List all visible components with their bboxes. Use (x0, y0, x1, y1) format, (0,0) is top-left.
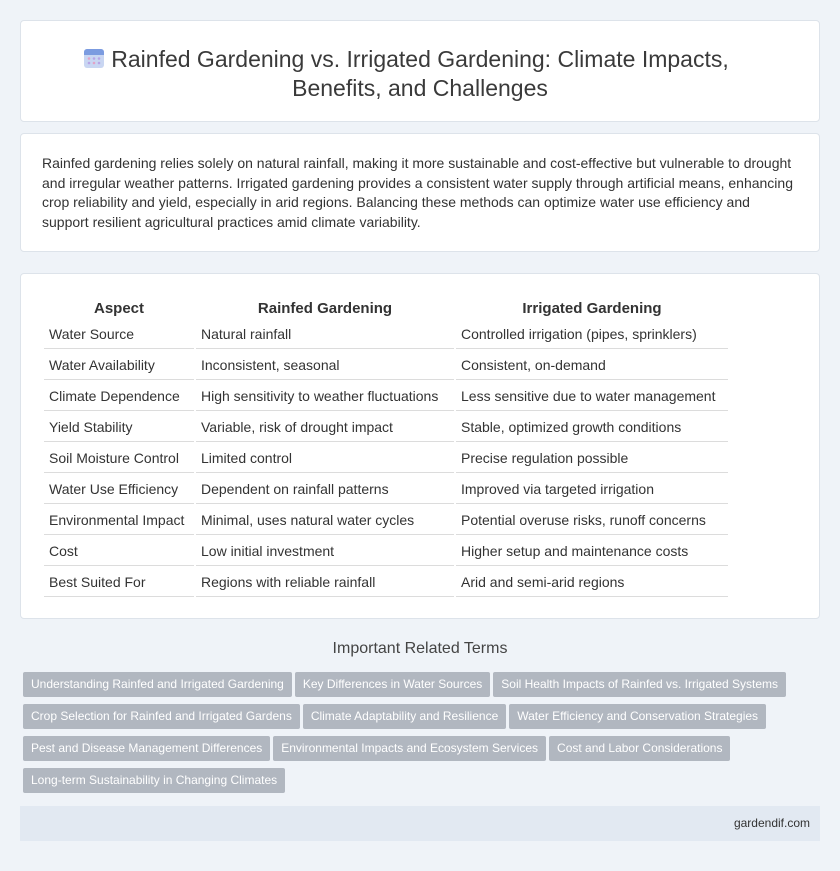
cell-rainfed: Low initial investment (196, 537, 454, 566)
cell-aspect: Soil Moisture Control (44, 444, 194, 473)
cell-aspect: Water Use Efficiency (44, 475, 194, 504)
cell-rainfed: Limited control (196, 444, 454, 473)
cell-aspect: Water Availability (44, 351, 194, 380)
table-row (44, 475, 728, 504)
header-rainfed: Rainfed Gardening (257, 299, 393, 317)
cell-aspect: Yield Stability (44, 413, 194, 442)
related-term-tag[interactable]: Climate Adaptability and Resilience (303, 704, 506, 729)
cell-irrigated: Potential overuse risks, runoff concerns (456, 506, 728, 535)
cell-irrigated: Consistent, on-demand (456, 351, 728, 380)
related-term-tag[interactable]: Cost and Labor Considerations (549, 736, 730, 761)
table-row (44, 413, 728, 442)
cell-rainfed: Natural rainfall (196, 320, 454, 349)
table-row (44, 444, 728, 473)
summary-text: Rainfed gardening relies solely on natural rainfall, making it more sustainable and cost-effective but vulnerable to drought and irregular weather patterns. Irrigated gardening provides a consistent water supply through artificial means, enhancing crop reliability and yield, especially in arid regions. Balancing these methods can optimize water use efficiency and support resilient agricultural practices amid climate variability. (42, 155, 793, 230)
cell-irrigated: Higher setup and maintenance costs (456, 537, 728, 566)
cell-rainfed: Minimal, uses natural water cycles (196, 506, 454, 535)
table-row (44, 537, 728, 566)
cell-rainfed: Inconsistent, seasonal (196, 351, 454, 380)
cell-irrigated: Less sensitive due to water management (456, 382, 728, 411)
footer (20, 806, 820, 841)
table-row (44, 320, 728, 349)
related-term-tag[interactable]: Crop Selection for Rainfed and Irrigated Gardens (23, 704, 300, 729)
cell-irrigated: Precise regulation possible (456, 444, 728, 473)
related-term-tag[interactable]: Water Efficiency and Conservation Strategies (509, 704, 766, 729)
cell-rainfed: High sensitivity to weather fluctuations (196, 382, 454, 411)
table-row (44, 506, 728, 535)
cell-rainfed: Regions with reliable rainfall (196, 568, 454, 597)
cell-irrigated: Arid and semi-arid regions (456, 568, 728, 597)
cell-aspect: Water Source (44, 320, 194, 349)
related-term-tag[interactable]: Understanding Rainfed and Irrigated Gardening (23, 672, 292, 697)
cell-irrigated: Controlled irrigation (pipes, sprinklers) (456, 320, 728, 349)
related-term-tag[interactable]: Long-term Sustainability in Changing Climates (23, 768, 285, 793)
header-aspect: Aspect (93, 299, 145, 317)
cell-irrigated: Stable, optimized growth conditions (456, 413, 728, 442)
table-row (44, 568, 728, 597)
footer-site-link[interactable]: gardendif.com (733, 816, 810, 830)
table-row (44, 382, 728, 411)
related-terms-list (23, 672, 803, 800)
title-card (20, 20, 820, 122)
comparison-card (20, 273, 820, 619)
related-terms-title: Important Related Terms (332, 640, 508, 657)
cell-rainfed: Dependent on rainfall patterns (196, 475, 454, 504)
header-irrigated: Irrigated Gardening (522, 299, 662, 317)
cell-aspect: Climate Dependence (44, 382, 194, 411)
cell-aspect: Cost (44, 537, 194, 566)
page-title: Rainfed Gardening vs. Irrigated Gardening: Climate Impacts, Benefits, and Challenges (111, 46, 729, 101)
table-header-row (44, 298, 728, 318)
related-term-tag[interactable]: Key Differences in Water Sources (295, 672, 490, 697)
cell-rainfed: Variable, risk of drought impact (196, 413, 454, 442)
comparison-table (42, 296, 730, 599)
related-term-tag[interactable]: Environmental Impacts and Ecosystem Services (273, 736, 546, 761)
related-term-tag[interactable]: Soil Health Impacts of Rainfed vs. Irrigated Systems (493, 672, 786, 697)
cell-aspect: Environmental Impact (44, 506, 194, 535)
table-row (44, 351, 728, 380)
related-term-tag[interactable]: Pest and Disease Management Differences (23, 736, 270, 761)
cell-aspect: Best Suited For (44, 568, 194, 597)
cell-irrigated: Improved via targeted irrigation (456, 475, 728, 504)
summary-card (20, 133, 820, 252)
